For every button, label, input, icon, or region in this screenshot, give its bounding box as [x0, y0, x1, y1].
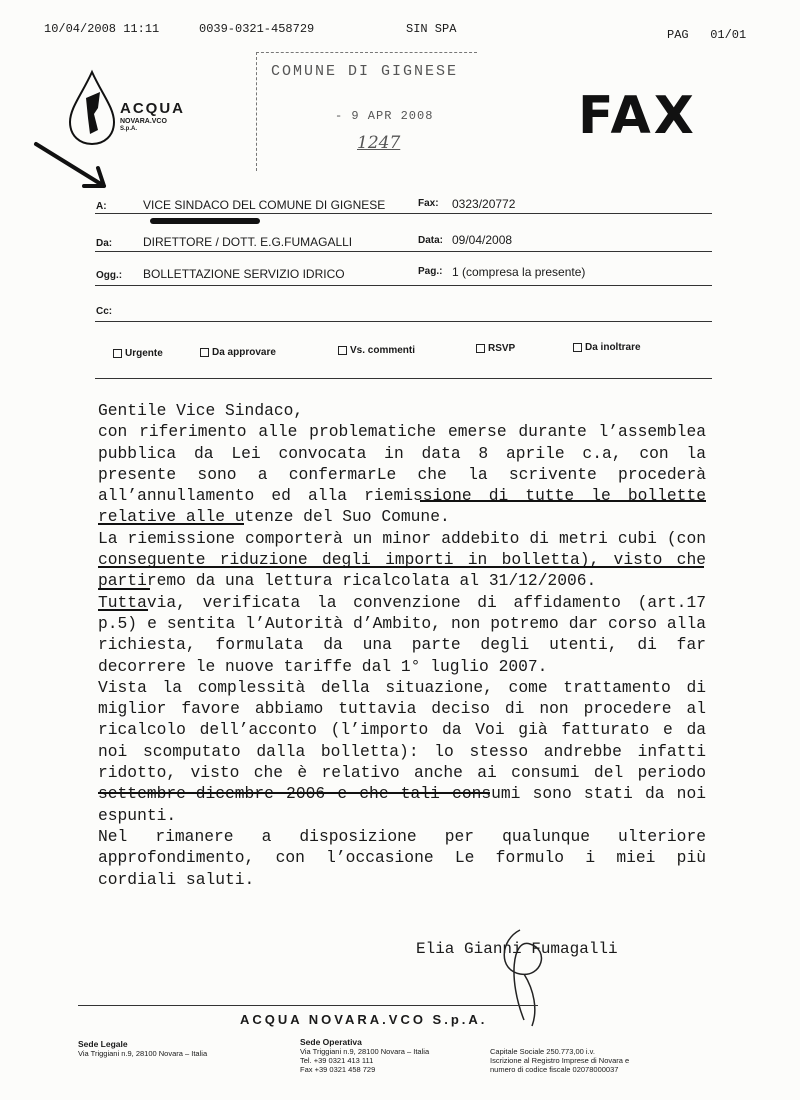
salutation: Gentile Vice Sindaco, — [98, 401, 304, 420]
legal-address: Via Triggiani n.9, 28100 Novara – Italia — [78, 1049, 208, 1058]
footer-operative — [300, 1038, 429, 1074]
checkbox-label: RSVP — [488, 343, 516, 354]
handwritten-signature — [490, 920, 570, 1030]
paragraph-4: Vista la complessità della situazione, come trattamento di miglior favore abbiamo tuttavia deciso di non procedere al ricalcolo dell’acconto (l’importo da Voi già fatturato e da noi scomputato dalla bolletta): lo stesso andrebbe infatti ridotto, visto che è relativo anche ai consumi del periodo settembre-dicembre 2006 e che tali consumi sono stati da noi espunti. — [98, 677, 706, 825]
operative-fax: Fax +39 0321 458 729 — [300, 1065, 376, 1074]
checkbox-da-inoltrare — [573, 342, 641, 353]
checkbox-rsvp — [476, 343, 515, 354]
from-label: Da: — [96, 238, 113, 249]
share-capital: Capitale Sociale 250.773,00 i.v. — [490, 1047, 595, 1056]
checkbox-vs-commenti — [338, 345, 415, 356]
stamp-number: 1247 — [357, 133, 401, 153]
underline-mark — [98, 566, 704, 568]
arrow-icon — [32, 138, 122, 198]
paragraph-3: Tuttavia, verificata la convenzione di affidamento (art.17 p.5) e sentita l’Autorità d’Ambito, non potremo dar corso alla richiesta, formulata da una parte degli utenti, di far decorrere le nuove tariffe dal 1° luglio 2007. — [98, 592, 706, 676]
operative-title: Sede Operativa — [300, 1037, 362, 1047]
fax-phone: 0039-0321-458729 — [199, 22, 315, 36]
receipt-stamp — [256, 52, 477, 171]
paragraph-2: La riemissione comporterà un minor addebito di metri cubi (con conseguente riduzione degli importi in bolletta), visto che partiremo da una lettura ricalcolata al 31/12/2006. — [98, 528, 706, 591]
subject-label: Ogg.: — [96, 270, 123, 281]
underline-mark — [98, 523, 244, 525]
underline-mark — [420, 500, 706, 502]
checkbox-label: Da approvare — [212, 347, 276, 358]
footer-brand: ACQUA NOVARA.VCO S.p.A. — [240, 1012, 488, 1027]
letter-body — [98, 400, 706, 890]
divider — [95, 251, 712, 252]
underline-mark — [98, 609, 148, 611]
divider — [95, 285, 712, 286]
checkbox-urgente — [113, 348, 163, 359]
checkbox-icon — [200, 348, 209, 357]
checkbox-icon — [113, 349, 122, 358]
checkbox-icon — [476, 344, 485, 353]
pages-value: 1 (compresa la presente) — [452, 265, 586, 279]
fax-title: FAX — [578, 86, 697, 146]
registry: Iscrizione al Registro Imprese di Novara e — [490, 1056, 630, 1065]
divider — [95, 378, 712, 379]
fax-timestamp: 10/04/2008 11:11 — [44, 22, 160, 36]
footer-divider — [78, 1005, 538, 1006]
date-value: 09/04/2008 — [452, 233, 513, 247]
checkbox-da-approvare — [200, 347, 276, 358]
fax-number-value: 0323/20772 — [452, 197, 516, 211]
logo-name: ACQUA — [120, 100, 185, 117]
to-value: VICE SINDACO DEL COMUNE DI GIGNESE — [143, 198, 386, 212]
from-value: DIRETTORE / DOTT. E.G.FUMAGALLI — [143, 235, 353, 249]
fax-page: PAG 01/01 — [667, 28, 747, 42]
paragraph-1: con riferimento alle problematiche emerse durante l’assemblea pubblica da Lei convocata in data 8 aprile c.a, con la presente sono a confermarLe che la scrivente procederà all’annullamento ed alla riemissione di tutte le bollette relative alle utenze del Suo Comune. — [98, 422, 706, 527]
fax-number-label: Fax: — [418, 198, 439, 209]
logo-sub2: S.p.A. — [120, 126, 138, 132]
divider — [95, 213, 712, 214]
logo-sub: NOVARA.VCO — [120, 118, 167, 125]
checkbox-label: Da inoltrare — [585, 342, 641, 353]
divider — [95, 321, 712, 322]
signature-name: Elia Gianni Fumagalli — [416, 940, 618, 958]
footer-company-info — [490, 1047, 629, 1074]
checkbox-label: Vs. commenti — [350, 345, 416, 356]
cc-label: Cc: — [96, 306, 113, 317]
subject-value: BOLLETTAZIONE SERVIZIO IDRICO — [143, 267, 345, 281]
checkbox-icon — [573, 343, 582, 352]
redaction-mark — [150, 218, 260, 224]
water-drop-icon — [64, 68, 120, 148]
operative-address: Via Triggiani n.9, 28100 Novara – Italia — [300, 1047, 430, 1056]
footer-legal — [78, 1040, 207, 1058]
date-label: Data: — [418, 235, 444, 246]
to-label: A: — [96, 201, 107, 212]
paragraph-5: Nel rimanere a disposizione per qualunque ulteriore approfondimento, con l’occasione Le formulo i miei più cordiali saluti. — [98, 826, 706, 889]
checkbox-icon — [338, 346, 347, 355]
checkbox-label: Urgente — [125, 348, 163, 359]
legal-title: Sede Legale — [78, 1039, 128, 1049]
underline-mark — [98, 792, 490, 794]
stamp-office: COMUNE DI GIGNESE — [271, 63, 459, 80]
pages-label: Pag.: — [418, 266, 443, 277]
fiscal-code: numero di codice fiscale 02078000037 — [490, 1065, 619, 1074]
stamp-date: - 9 APR 2008 — [335, 109, 434, 123]
fax-sender: SIN SPA — [406, 22, 457, 36]
operative-tel: Tel. +39 0321 413 111 — [300, 1056, 374, 1065]
underline-mark — [98, 588, 150, 590]
company-logo — [64, 68, 224, 148]
